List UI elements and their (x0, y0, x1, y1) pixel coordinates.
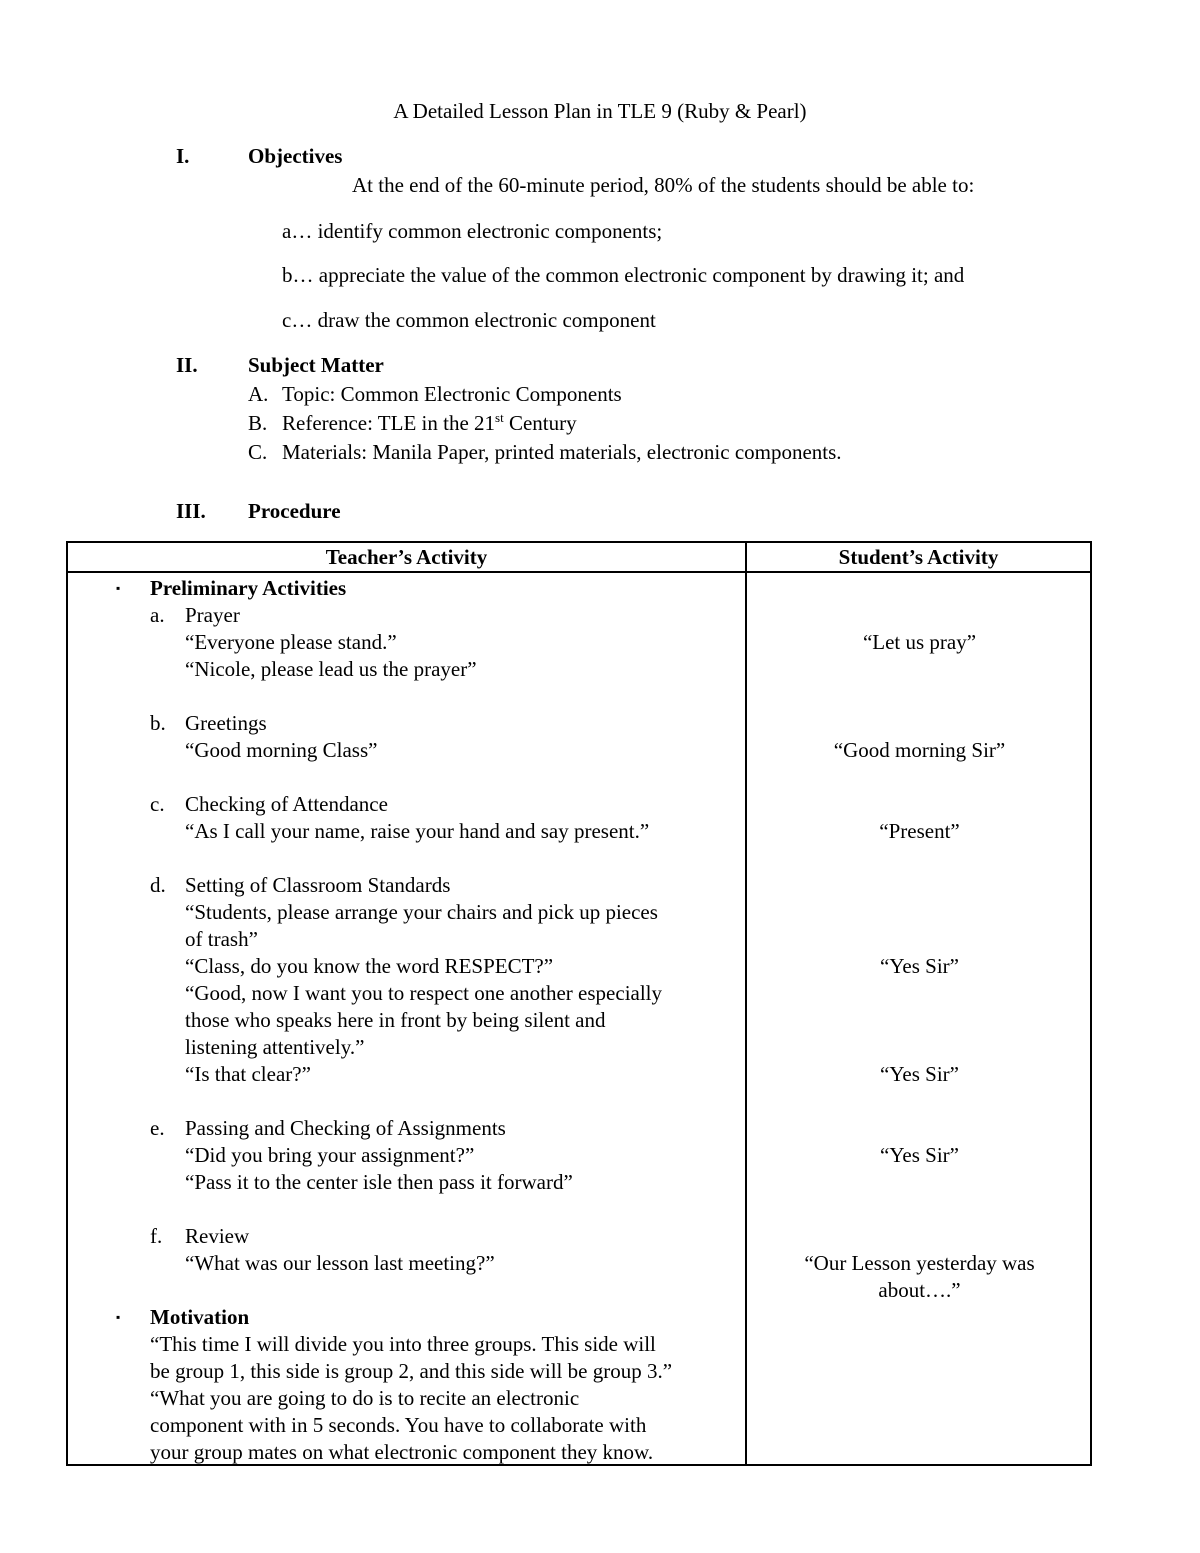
motivation-line: “What you are going to do is to recite an electronic (150, 1386, 580, 1410)
objectives-heading: Objectives (248, 144, 343, 168)
teacher-line: “Class, do you know the word RESPECT?” (185, 954, 554, 978)
teacher-line: “Good, now I want you to respect one another especially (185, 981, 663, 1005)
subject-matter-numeral: II. (176, 353, 198, 377)
teacher-line: “Did you bring your assignment?” (185, 1143, 475, 1167)
teacher-line: those who speaks here in front by being silent and (185, 1008, 606, 1032)
teacher-line: “As I call your name, raise your hand and say present.” (185, 819, 650, 843)
subject-item-topic: Topic: Common Electronic Components (282, 382, 622, 406)
objective-item: a… identify common electronic components; (282, 219, 663, 243)
greetings-title: Greetings (185, 711, 267, 735)
bullet-icon: ▪ (116, 1310, 121, 1324)
teacher-line: listening attentively.” (185, 1035, 365, 1059)
student-response: “Good morning Sir” (833, 738, 1006, 762)
student-response: “Yes Sir” (880, 1062, 959, 1086)
item-letter: c. (150, 792, 165, 816)
objectives-numeral: I. (176, 144, 190, 168)
student-response: “Let us pray” (862, 630, 977, 654)
table-header-row (67, 542, 1091, 572)
motivation-line: “This time I will divide you into three groups. This side will (150, 1332, 656, 1356)
teacher-line: “What was our lesson last meeting?” (185, 1251, 495, 1275)
student-activity-cell (746, 572, 1091, 1465)
student-activity-header: Student’s Activity (746, 542, 1091, 572)
objective-item: c… draw the common electronic component (282, 308, 656, 332)
student-response: about….” (878, 1278, 961, 1302)
procedure-heading: Procedure (248, 499, 341, 523)
subject-item-materials: Materials: Manila Paper, printed materials, electronic components. (282, 440, 842, 464)
procedure-numeral: III. (176, 499, 206, 523)
reference-superscript: st (495, 410, 504, 425)
item-letter: b. (150, 711, 166, 735)
student-response: “Yes Sir” (880, 1143, 959, 1167)
review-title: Review (185, 1224, 250, 1248)
standards-title: Setting of Classroom Standards (185, 873, 451, 897)
item-letter: f. (150, 1224, 163, 1248)
page-title: A Detailed Lesson Plan in TLE 9 (Ruby & Pearl) (393, 99, 807, 123)
motivation-line: component with in 5 seconds. You have to collaborate with (150, 1413, 647, 1437)
teacher-activity-header: Teacher’s Activity (67, 542, 746, 572)
teacher-line: “Pass it to the center isle then pass it forward” (185, 1170, 573, 1194)
motivation-line: be group 1, this side is group 2, and this side will be group 3.” (150, 1359, 673, 1383)
teacher-activity-cell (67, 572, 746, 1465)
teacher-line: “Students, please arrange your chairs and pick up pieces (185, 900, 658, 924)
reference-text: Reference: TLE in the 21 (282, 411, 496, 435)
teacher-line: “Everyone please stand.” (185, 630, 397, 654)
subject-matter-heading: Subject Matter (248, 353, 384, 377)
student-response: “Our Lesson yesterday was (804, 1251, 1035, 1275)
preliminary-heading: Preliminary Activities (150, 576, 347, 600)
motivation-heading: Motivation (150, 1305, 250, 1329)
teacher-line: “Nicole, please lead us the prayer” (185, 657, 477, 681)
objective-item: b… appreciate the value of the common electronic component by drawing it; and (282, 263, 965, 287)
subject-item-letter: A. (248, 382, 269, 406)
item-letter: d. (150, 873, 166, 897)
bullet-icon: ▪ (116, 581, 121, 595)
subject-item-reference (282, 410, 577, 437)
assignments-title: Passing and Checking of Assignments (185, 1116, 506, 1140)
item-letter: e. (150, 1116, 165, 1140)
teacher-line: of trash” (185, 927, 258, 951)
student-response: “Present” (879, 819, 960, 843)
teacher-line: “Is that clear?” (185, 1062, 311, 1086)
item-letter: a. (150, 603, 165, 627)
subject-item-letter: B. (248, 411, 268, 435)
attendance-title: Checking of Attendance (185, 792, 388, 816)
subject-item-letter: C. (248, 440, 268, 464)
student-response: “Yes Sir” (880, 954, 959, 978)
objectives-intro: At the end of the 60-minute period, 80% of the students should be able to: (352, 173, 975, 197)
motivation-line: your group mates on what electronic component they know. (150, 1440, 654, 1464)
reference-text-end: Century (503, 411, 577, 435)
teacher-line: “Good morning Class” (185, 738, 378, 762)
table-row (67, 572, 1091, 1465)
procedure-table (66, 541, 1092, 1466)
prayer-title: Prayer (185, 603, 240, 627)
